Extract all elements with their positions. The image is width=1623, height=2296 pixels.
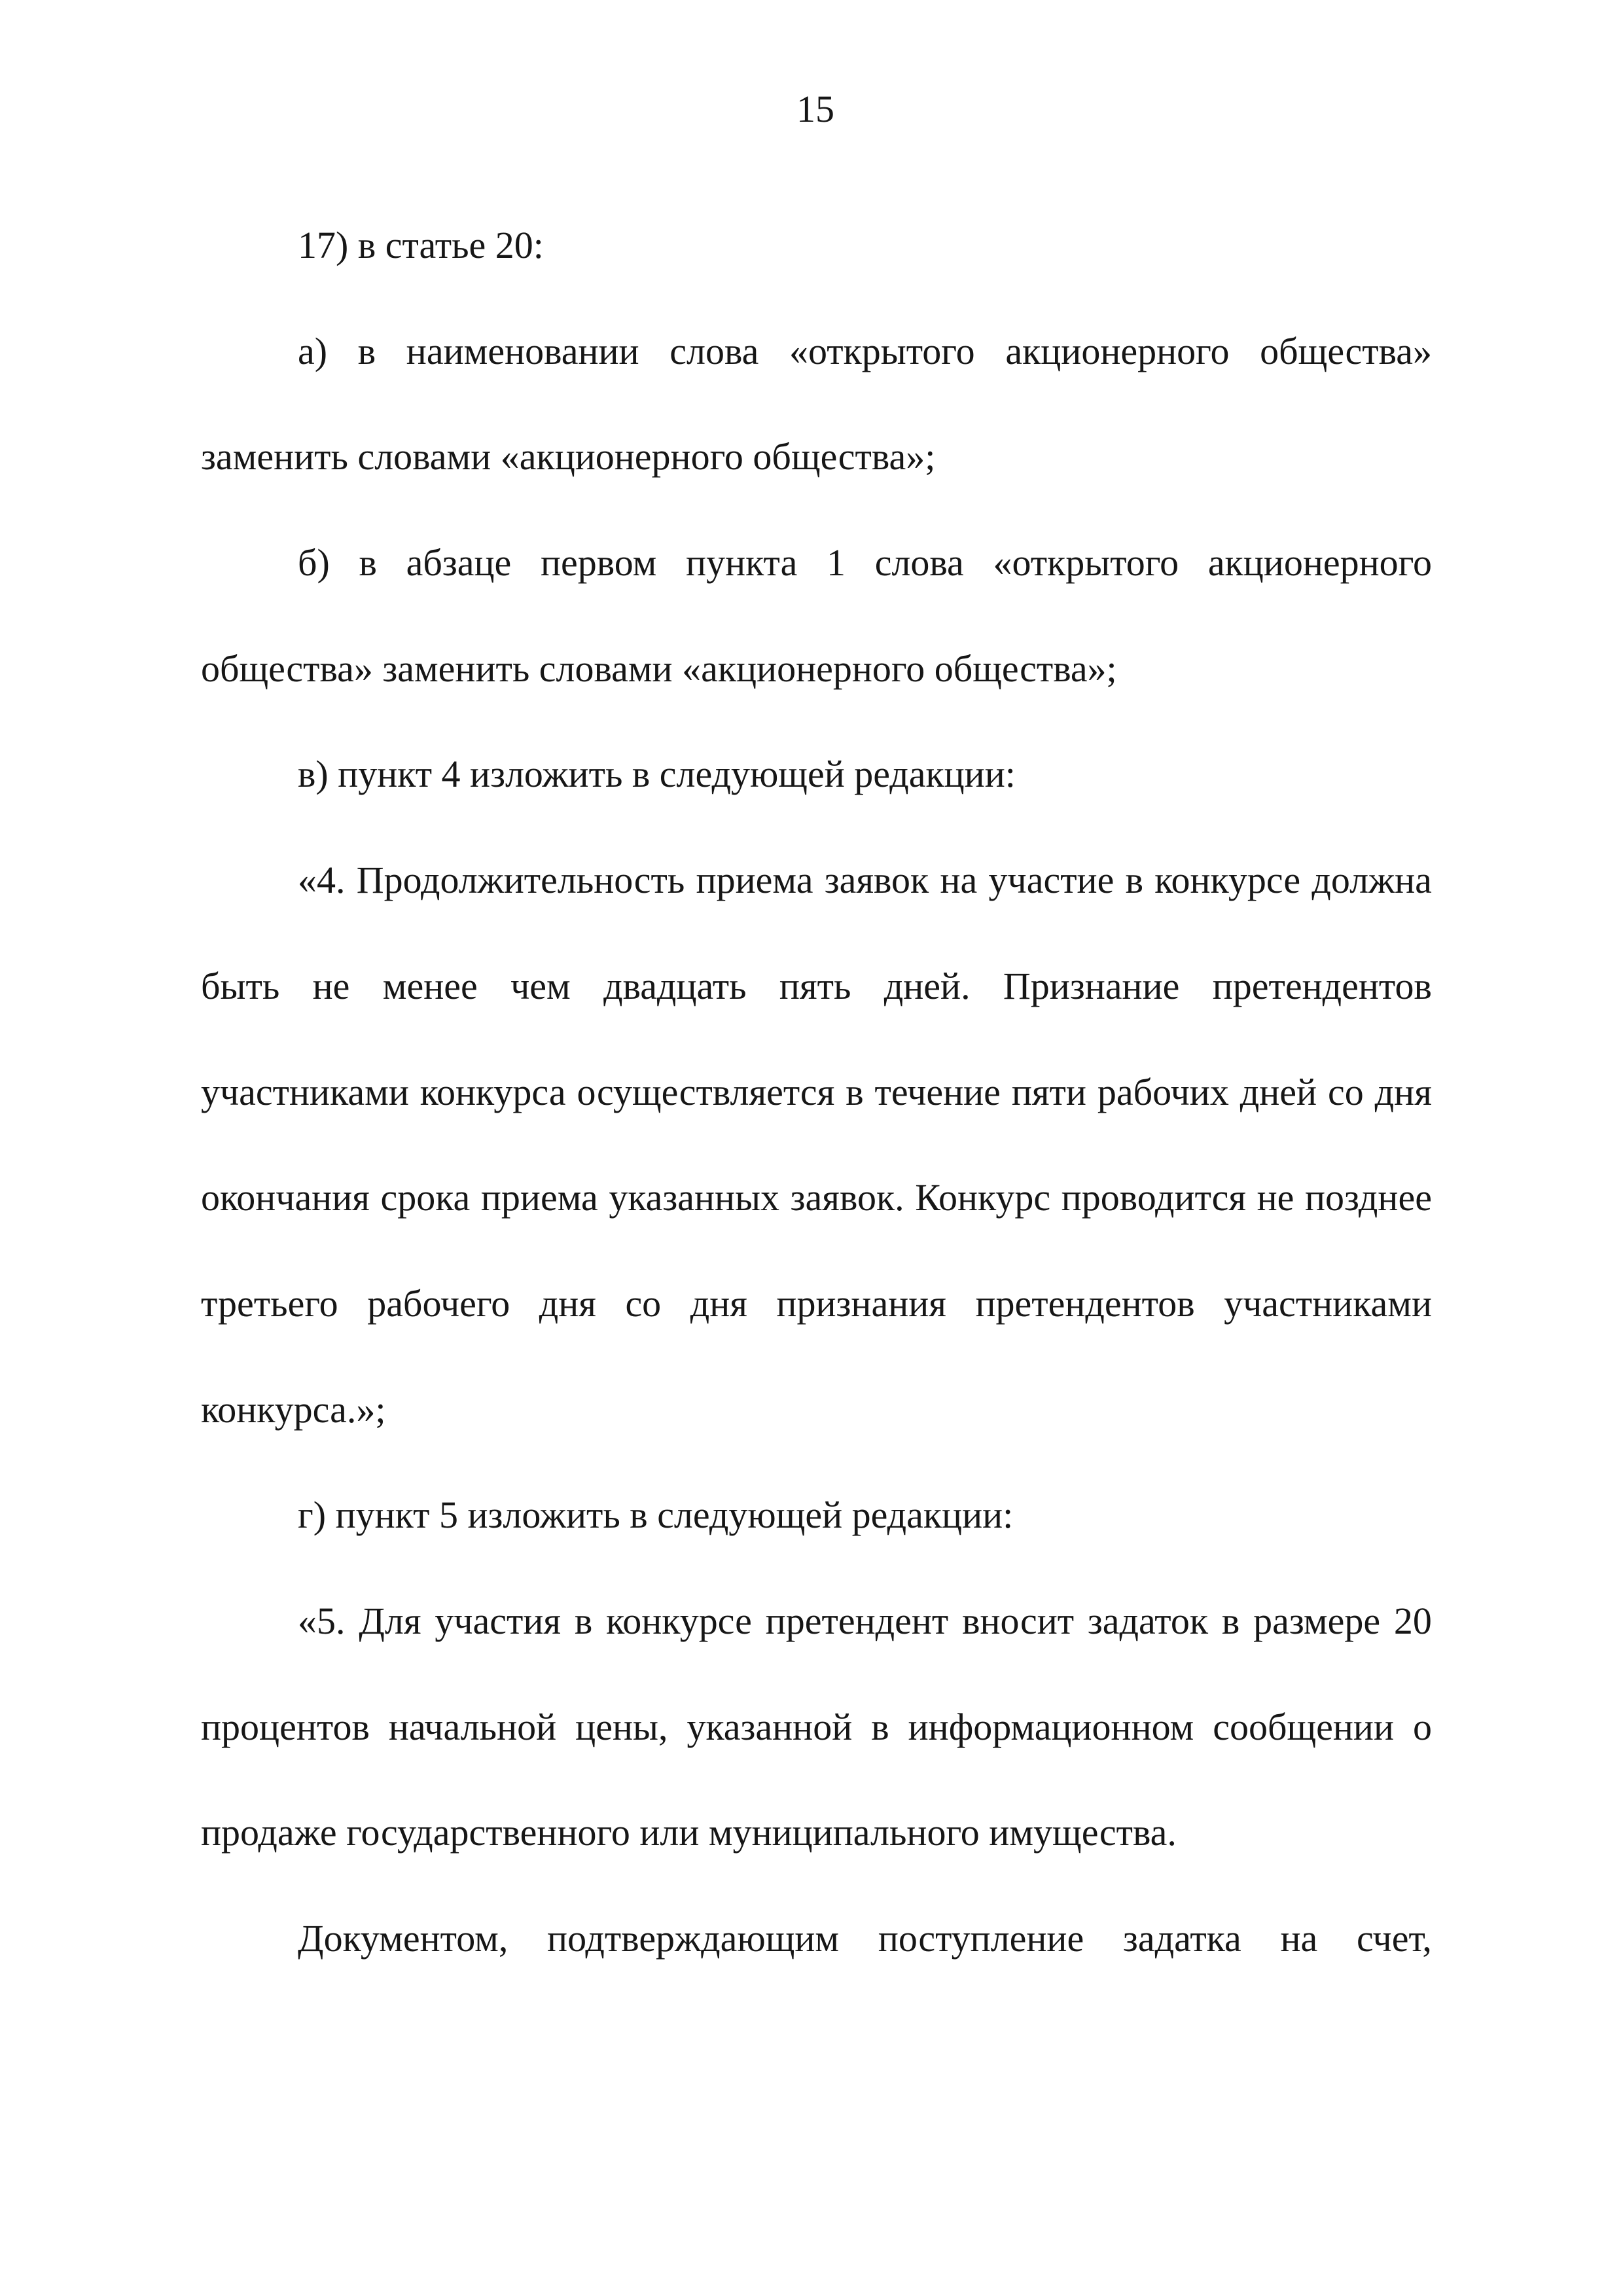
word: приема bbox=[696, 859, 813, 902]
text-line bbox=[201, 1039, 1432, 1145]
paragraph bbox=[201, 721, 1432, 827]
paragraph bbox=[201, 510, 1432, 721]
word: признания bbox=[776, 1282, 946, 1325]
word: Документом, bbox=[298, 1917, 508, 1960]
word: участниками bbox=[1224, 1282, 1432, 1325]
word: задаток bbox=[1087, 1599, 1209, 1642]
word: задатка bbox=[1122, 1917, 1241, 1960]
word: позднее bbox=[1305, 1176, 1432, 1219]
word: течение bbox=[874, 1070, 1001, 1113]
document-body bbox=[201, 192, 1432, 1992]
word: в bbox=[574, 1599, 593, 1642]
word: начальной bbox=[388, 1705, 557, 1748]
paragraph bbox=[201, 1886, 1432, 1992]
word: пункта bbox=[686, 541, 798, 584]
word: процентов bbox=[201, 1705, 370, 1748]
word: чем bbox=[510, 964, 571, 1007]
word: приема bbox=[480, 1176, 598, 1219]
word: должна bbox=[1311, 859, 1432, 902]
word: в bbox=[1221, 1599, 1240, 1642]
text-line: продаже государственного или муниципального имущества. bbox=[201, 1811, 1177, 1854]
text-line bbox=[201, 827, 1432, 933]
word: дней. bbox=[883, 964, 971, 1007]
text-line bbox=[201, 1251, 1432, 1357]
word: акционерного bbox=[1005, 329, 1230, 372]
word: участие bbox=[988, 859, 1115, 902]
word: Продолжительность bbox=[356, 859, 685, 902]
text-line bbox=[201, 510, 1432, 616]
word: Для bbox=[359, 1599, 421, 1642]
word: б) bbox=[298, 541, 330, 584]
word: о bbox=[1412, 1705, 1432, 1748]
word: счет, bbox=[1356, 1917, 1432, 1960]
word: подтверждающим bbox=[547, 1917, 840, 1960]
word: указанной bbox=[687, 1705, 853, 1748]
word: конкурсе bbox=[1154, 859, 1301, 902]
word: дня bbox=[539, 1282, 596, 1325]
text-line bbox=[201, 298, 1432, 404]
text-line bbox=[201, 1886, 1432, 1992]
word: «открытого bbox=[789, 329, 975, 372]
word: цены, bbox=[575, 1705, 668, 1748]
word: со bbox=[1327, 1070, 1364, 1113]
page-number: 15 bbox=[796, 88, 834, 130]
text-line: общества» заменить словами «акционерного общества»; bbox=[201, 647, 1117, 690]
word: третьего bbox=[201, 1282, 338, 1325]
paragraph bbox=[201, 827, 1432, 1462]
word: заявок bbox=[824, 859, 929, 902]
paragraph bbox=[201, 1462, 1432, 1568]
word: акционерного bbox=[1207, 541, 1432, 584]
word: в bbox=[871, 1705, 889, 1748]
text-line: заменить словами «акционерного общества»; bbox=[201, 435, 936, 478]
word: абзаце bbox=[406, 541, 512, 584]
word: размере bbox=[1253, 1599, 1381, 1642]
word: конкурса bbox=[419, 1070, 566, 1113]
text-line bbox=[201, 1674, 1432, 1780]
text-line: в) пункт 4 изложить в следующей редакции: bbox=[298, 753, 1016, 796]
word: «4. bbox=[298, 859, 346, 902]
word: «открытого bbox=[993, 541, 1179, 584]
text-line: конкурса.»; bbox=[201, 1388, 386, 1431]
text-line bbox=[201, 933, 1432, 1039]
word: претендентов bbox=[975, 1282, 1195, 1325]
word: «5. bbox=[298, 1599, 346, 1642]
word: Конкурс bbox=[915, 1176, 1051, 1219]
word: общества» bbox=[1260, 329, 1432, 372]
paragraph bbox=[201, 298, 1432, 510]
text-line bbox=[201, 1145, 1432, 1251]
word: информационном bbox=[908, 1705, 1194, 1748]
word: конкурсе bbox=[606, 1599, 752, 1642]
word: претендент bbox=[765, 1599, 949, 1642]
word: в bbox=[846, 1070, 864, 1113]
text-line: 17) в статье 20: bbox=[298, 224, 544, 266]
word: пять bbox=[779, 964, 851, 1007]
word: пяти bbox=[1011, 1070, 1086, 1113]
word: дней bbox=[1240, 1070, 1317, 1113]
word: в bbox=[359, 541, 377, 584]
word: указанных bbox=[609, 1176, 780, 1219]
word: в bbox=[357, 329, 376, 372]
word: осуществляется bbox=[577, 1070, 835, 1113]
word: претендентов bbox=[1212, 964, 1432, 1007]
word: на bbox=[940, 859, 978, 902]
word: рабочих bbox=[1097, 1070, 1229, 1113]
word: вносит bbox=[962, 1599, 1075, 1642]
word: первом bbox=[540, 541, 657, 584]
word: 1 bbox=[827, 541, 846, 584]
word: быть bbox=[201, 964, 280, 1007]
word: проводится bbox=[1061, 1176, 1247, 1219]
paragraph bbox=[201, 192, 1432, 298]
word: рабочего bbox=[367, 1282, 510, 1325]
word: а) bbox=[298, 329, 328, 372]
word: двадцать bbox=[603, 964, 747, 1007]
word: сообщении bbox=[1213, 1705, 1394, 1748]
word: окончания bbox=[201, 1176, 370, 1219]
word: срока bbox=[380, 1176, 471, 1219]
word: не bbox=[312, 964, 350, 1007]
word: менее bbox=[382, 964, 478, 1007]
text-line: г) пункт 5 изложить в следующей редакции: bbox=[298, 1494, 1014, 1537]
word: слова bbox=[669, 329, 759, 372]
word: на bbox=[1280, 1917, 1318, 1960]
word: участия bbox=[435, 1599, 562, 1642]
word: Признание bbox=[1003, 964, 1180, 1007]
word: не bbox=[1257, 1176, 1294, 1219]
word: дня bbox=[1374, 1070, 1432, 1113]
paragraph bbox=[201, 1568, 1432, 1886]
word: наименовании bbox=[406, 329, 639, 372]
word: поступление bbox=[878, 1917, 1084, 1960]
word: 20 bbox=[1393, 1599, 1432, 1642]
word: заявок. bbox=[790, 1176, 904, 1219]
word: слова bbox=[874, 541, 964, 584]
word: со bbox=[625, 1282, 662, 1325]
text-line bbox=[201, 1568, 1432, 1674]
word: участниками bbox=[201, 1070, 409, 1113]
word: в bbox=[1125, 859, 1143, 902]
word: дня bbox=[690, 1282, 747, 1325]
